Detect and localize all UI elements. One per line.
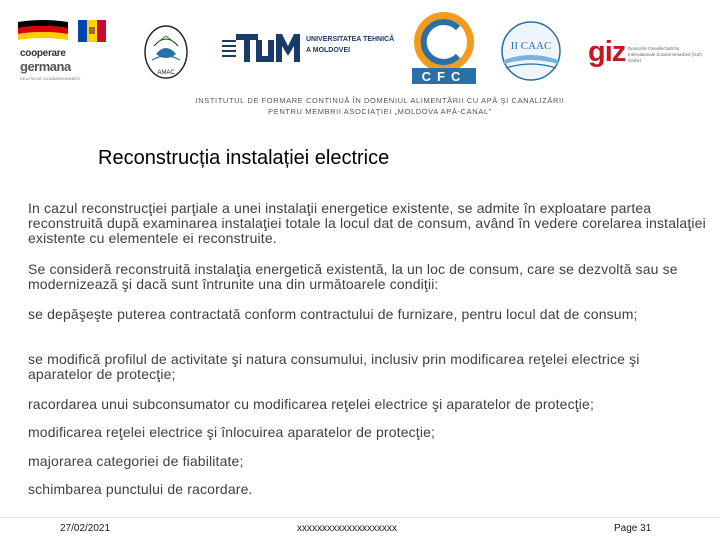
giz-logo [588, 36, 708, 76]
cooperare-line2: germana [20, 59, 71, 74]
iicaac-emblem-icon [498, 20, 564, 82]
cooperare-line1: cooperare [20, 48, 66, 59]
institute-header [0, 95, 720, 117]
utm-monogram-icon [222, 30, 304, 68]
page-title: Reconstrucția instalației electrice [98, 147, 390, 169]
condition-item-2: se modifică profilul de activitate şi natura consumului, inclusiv prin modificarea reţelei electrice şi aparatelor de protecţie; [28, 351, 640, 382]
cooperare-germana-logo [18, 18, 110, 81]
logo-bar [0, 0, 720, 92]
utm-line1: UNIVERSITATEA TEHNICĂ [306, 36, 395, 43]
utm-line2: A MOLDOVEI [306, 47, 351, 54]
amac-emblem-icon [142, 24, 190, 80]
paragraph-2: Se consideră reconstruită instalaţia energetică existentă, la un loc de consum, care se dezvoltă sau se modernizează şi dacă sunt întrunite una din următoarele condiţii: [28, 261, 678, 292]
utm-logo [222, 30, 400, 68]
amac-label: AMAC [157, 70, 175, 76]
iicaac-logo [498, 20, 564, 82]
giz-subtitle: Deutsche Gesellschaft für Internationale Zusammenarbeit (GIZ) GmbH [628, 46, 703, 63]
footer-center-text: xxxxxxxxxxxxxxxxxxxx [297, 523, 397, 534]
amac-logo [142, 24, 190, 80]
condition-item-4: modificarea reţelei electrice şi înlocuirea aparatelor de protecţie; [28, 424, 436, 440]
iicaac-label: II CAAC [510, 40, 552, 52]
german-flag-icon [18, 20, 68, 42]
cfc-label: CFC [421, 69, 467, 84]
giz-wordmark: giz [588, 36, 626, 68]
footer-date: 27/02/2021 [60, 523, 111, 534]
condition-item-3: racordarea unui subconsumator cu modificarea reţelei electrice şi aparatelor de protecţie; [28, 396, 595, 412]
cfc-logo [408, 10, 480, 86]
paragraph-1: In cazul reconstrucţiei parţiale a unei instalaţii energetice existente, se admite în exploatare partea reconstruită după examinarea instalaţiei totale la locul dat de consum, având în vedere corelarea instalaţiei existente cu elementele ei reconstruite. [28, 200, 706, 246]
footer-divider [0, 517, 720, 518]
institute-line2: PENTRU MEMBRII ASOCIAŢIEI „MOLDOVA APĂ-CANAL" [268, 107, 492, 116]
moldova-flag-icon [78, 18, 106, 44]
footer-page-number: Page 31 [614, 523, 652, 534]
institute-line1: INSTITUTUL DE FORMARE CONTINUĂ ÎN DOMENIUL ALIMENTĂRII CU APĂ ŞI CANALIZĂRII [195, 96, 565, 105]
condition-item-5: majorarea categoriei de fiabilitate; [28, 453, 244, 469]
cfc-emblem-icon [408, 10, 480, 86]
condition-item-6: schimbarea punctului de racordare. [28, 481, 253, 497]
cooperare-line3: DEUTSCHE ZUSAMMENARBEIT [20, 76, 81, 81]
condition-item-1: se depăşeşte puterea contractată conform contractului de furnizare, pentru locul dat de consum; [28, 306, 638, 322]
